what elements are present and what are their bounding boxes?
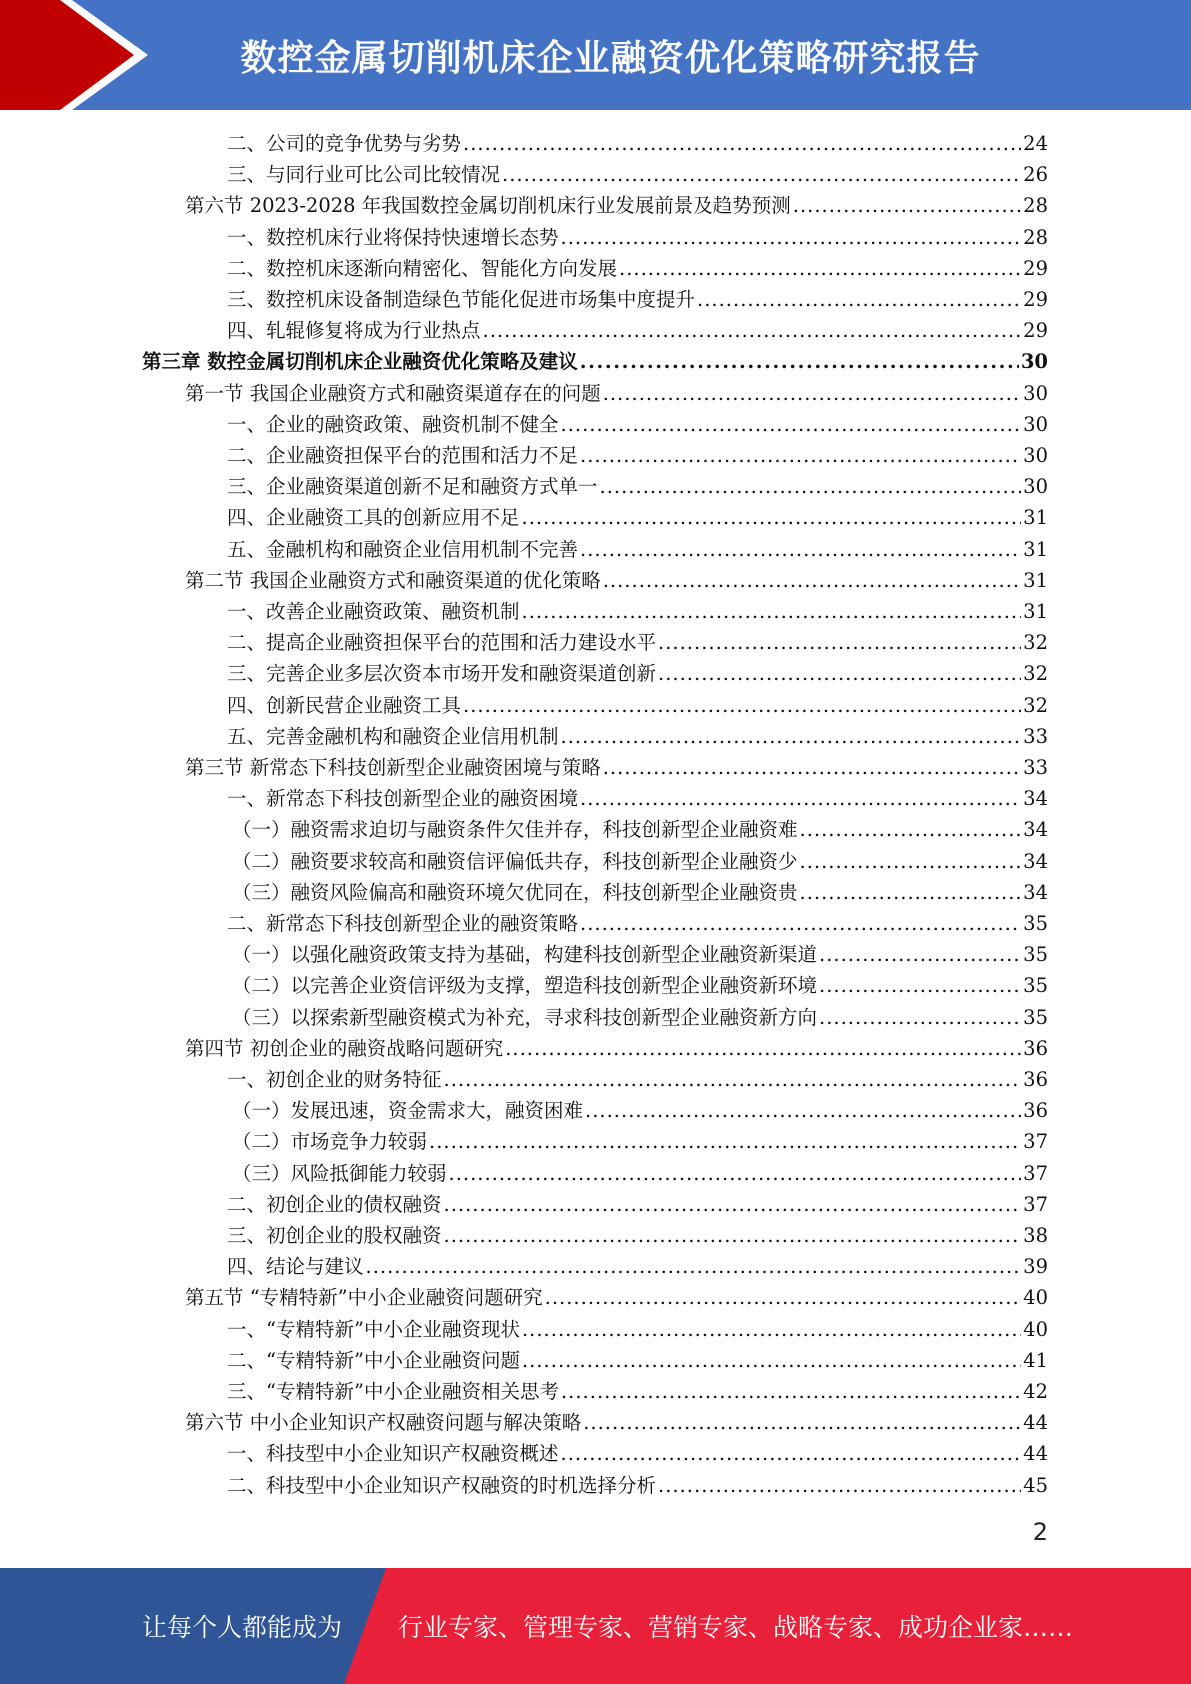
toc-entry-title: 二、公司的竞争优势与劣势: [227, 132, 462, 155]
toc-entry-page: 44: [1023, 1442, 1048, 1466]
toc-entry-page: 29: [1023, 256, 1048, 280]
toc-entry[interactable]: [227, 222, 1048, 253]
toc-entry[interactable]: [227, 1376, 1048, 1407]
toc-entry[interactable]: [227, 783, 1048, 814]
toc-entry-page: 41: [1023, 1348, 1048, 1372]
toc-entry[interactable]: [232, 814, 1048, 845]
toc-entry[interactable]: [185, 1282, 1048, 1313]
toc-dot-leader: [483, 315, 1022, 346]
toc-entry-page: 33: [1023, 756, 1048, 779]
toc-entry[interactable]: [232, 1002, 1048, 1033]
toc-entry[interactable]: [232, 1158, 1048, 1189]
toc-entry[interactable]: [227, 1314, 1048, 1345]
toc-dot-leader: [561, 1376, 1021, 1407]
toc-entry-title: 三、初创企业的股权融资: [227, 1224, 442, 1247]
toc-entry[interactable]: [232, 1095, 1048, 1126]
toc-entry-title: （二）市场竞争力较弱: [232, 1130, 428, 1154]
toc-dot-leader: [658, 627, 1021, 658]
toc-entry-title: 二、初创企业的债权融资: [227, 1192, 442, 1216]
toc-entry-title: 二、企业融资担保平台的范围和活力不足: [227, 444, 579, 467]
toc-dot-leader: [580, 908, 1021, 939]
toc-entry[interactable]: [232, 970, 1048, 1001]
toc-entry-page: 35: [1023, 943, 1048, 967]
toc-dot-leader: [561, 409, 1022, 440]
toc-entry-title: 二、“专精特新”中小企业融资问题: [227, 1348, 520, 1372]
header-banner: [0, 0, 1191, 110]
toc-entry-page: 45: [1023, 1473, 1048, 1497]
toc-entry-title: 四、轧辊修复将成为行业热点: [227, 319, 481, 343]
toc-entry[interactable]: [227, 159, 1048, 190]
toc-dot-leader: [366, 1251, 1022, 1282]
toc-dot-leader: [444, 1189, 1022, 1220]
toc-dot-leader: [600, 471, 1022, 502]
toc-dot-leader: [505, 1033, 1021, 1064]
toc-entry[interactable]: [227, 721, 1048, 752]
toc-entry-page: 34: [1023, 787, 1048, 811]
toc-dot-leader: [697, 284, 1021, 315]
toc-entry-page: 29: [1023, 319, 1048, 343]
toc-entry-page: 40: [1023, 1317, 1048, 1341]
toc-entry-page: 35: [1023, 912, 1048, 935]
toc-dot-leader: [580, 534, 1021, 565]
document-title: 数控金属切削机床企业融资优化策略研究报告: [240, 37, 981, 79]
toc-entry-title: （二）以完善企业资信评级为支撑，塑造科技创新型企业融资新环境: [232, 974, 818, 998]
toc-dot-leader: [793, 190, 1021, 221]
toc-entry-page: 36: [1023, 1099, 1048, 1123]
toc-entry-page: 37: [1023, 1192, 1048, 1216]
toc-dot-leader: [522, 1345, 1021, 1376]
toc-entry-page: 31: [1023, 568, 1048, 592]
toc-entry-page: 33: [1023, 724, 1048, 748]
toc-entry[interactable]: [227, 1064, 1048, 1095]
toc-entry[interactable]: [185, 752, 1048, 783]
toc-entry-title: （一）以强化融资政策支持为基础，构建科技创新型企业融资新渠道: [232, 943, 818, 967]
toc-entry-title: 三、数控机床设备制造绿色节能化促进市场集中度提升: [227, 288, 696, 311]
toc-entry[interactable]: [185, 565, 1048, 596]
toc-entry-page: 40: [1023, 1286, 1048, 1310]
toc-entry-page: 34: [1023, 818, 1048, 842]
toc-entry-page: 35: [1023, 1005, 1048, 1029]
toc-entry[interactable]: [185, 378, 1048, 409]
toc-entry-title: 一、改善企业融资政策、融资机制: [227, 600, 520, 623]
toc-dot-leader: [545, 1282, 1022, 1313]
toc-entry[interactable]: [227, 471, 1048, 502]
toc-dot-leader: [444, 1220, 1022, 1251]
toc-entry-page: 31: [1023, 506, 1048, 530]
toc-entry[interactable]: [227, 315, 1048, 346]
toc-entry-page: 36: [1023, 1068, 1048, 1091]
toc-entry-page: 28: [1023, 225, 1048, 249]
toc-entry[interactable]: [232, 846, 1048, 877]
toc-entry-title: 三、企业融资渠道创新不足和融资方式单一: [227, 475, 598, 499]
toc-entry-title: 三、完善企业多层次资本市场开发和融资渠道创新: [227, 662, 657, 686]
toc-dot-leader: [463, 128, 1021, 159]
toc-dot-leader: [585, 1095, 1021, 1126]
toc-entry-page: 26: [1023, 163, 1048, 187]
toc-entry[interactable]: [227, 534, 1048, 565]
toc-dot-leader: [463, 690, 1021, 721]
toc-entry-title: 一、新常态下科技创新型企业的融资困境: [227, 787, 579, 811]
toc-entry-title: 二、数控机床逐渐向精密化、智能化方向发展: [227, 256, 618, 280]
toc-dot-leader: [583, 1407, 1021, 1438]
toc-entry-page: 30: [1023, 444, 1048, 467]
toc-entry[interactable]: [142, 346, 1048, 377]
toc-entry-title: 一、“专精特新”中小企业融资现状: [227, 1317, 520, 1341]
toc-dot-leader: [800, 846, 1022, 877]
toc-entry-title: （二）融资要求较高和融资信评偏低共存，科技创新型企业融资少: [232, 849, 798, 873]
toc-entry-page: 34: [1023, 849, 1048, 873]
toc-dot-leader: [800, 814, 1022, 845]
toc-entry[interactable]: [227, 1438, 1048, 1469]
toc-entry[interactable]: [227, 128, 1048, 159]
toc-entry[interactable]: [227, 690, 1048, 721]
toc-entry-title: 四、企业融资工具的创新应用不足: [227, 506, 520, 530]
toc-entry[interactable]: [185, 190, 1048, 221]
toc-dot-leader: [444, 1064, 1022, 1095]
toc-entry-page: 42: [1023, 1380, 1048, 1403]
toc-entry[interactable]: [185, 1033, 1048, 1064]
toc-entry[interactable]: [185, 1407, 1048, 1438]
toc-entry-page: 38: [1023, 1224, 1048, 1247]
toc-entry[interactable]: [227, 1345, 1048, 1376]
toc-dot-leader: [603, 752, 1021, 783]
toc-dot-leader: [800, 877, 1022, 908]
toc-entry-title: 一、企业的融资政策、融资机制不健全: [227, 412, 559, 436]
toc-entry-page: 39: [1023, 1255, 1048, 1279]
toc-entry[interactable]: [227, 627, 1048, 658]
toc-entry-title: 五、完善金融机构和融资企业信用机制: [227, 724, 559, 748]
footer-slogan-right: 行业专家、管理专家、营销专家、战略专家、成功企业家……: [398, 1613, 1074, 1642]
toc-entry-title: 一、初创企业的财务特征: [227, 1068, 442, 1091]
toc-entry-page: 35: [1023, 974, 1048, 998]
toc-entry[interactable]: [227, 284, 1048, 315]
toc-entry-page: 31: [1023, 600, 1048, 623]
toc-dot-leader: [561, 721, 1022, 752]
toc-dot-leader: [580, 783, 1021, 814]
toc-entry-page: 31: [1023, 537, 1048, 561]
toc-entry-page: 29: [1023, 288, 1048, 311]
toc-dot-leader: [819, 1002, 1021, 1033]
toc-dot-leader: [619, 253, 1021, 284]
toc-entry-title: 第五节 “专精特新”中小企业融资问题研究: [185, 1286, 543, 1310]
toc-entry-page: 32: [1023, 631, 1048, 655]
toc-entry-page: 36: [1023, 1036, 1048, 1060]
toc-dot-leader: [429, 1126, 1021, 1157]
toc-dot-leader: [580, 346, 1019, 377]
toc-entry-title: 第六节 2023-2028 年我国数控金属切削机床行业发展前景及趋势预测: [185, 194, 791, 218]
toc-dot-leader: [561, 1438, 1022, 1469]
toc-entry-title: 第三章 数控金属切削机床企业融资优化策略及建议: [142, 350, 578, 374]
toc-entry-title: 二、提高企业融资担保平台的范围和活力建设水平: [227, 631, 657, 655]
toc-entry-page: 30: [1023, 412, 1048, 436]
toc-entry-page: 37: [1023, 1161, 1048, 1185]
toc-dot-leader: [449, 1158, 1022, 1189]
toc-entry-page: 30: [1023, 381, 1048, 405]
toc-entry[interactable]: [227, 253, 1048, 284]
toc-entry-title: 二、科技型中小企业知识产权融资的时机选择分析: [227, 1473, 657, 1497]
toc-entry-title: 第六节 中小企业知识产权融资问题与解决策略: [185, 1411, 582, 1435]
toc-entry-title: 一、数控机床行业将保持快速增长态势: [227, 225, 559, 249]
toc-entry-page: 37: [1023, 1130, 1048, 1154]
toc-dot-leader: [819, 970, 1021, 1001]
toc-dot-leader: [522, 502, 1022, 533]
toc-entry[interactable]: [227, 658, 1048, 689]
toc-entry-title: 第一节 我国企业融资方式和融资渠道存在的问题: [185, 381, 601, 405]
toc-entry-page: 44: [1023, 1411, 1048, 1435]
toc-entry-page: 32: [1023, 662, 1048, 686]
toc-entry-title: （一）融资需求迫切与融资条件欠佳并存，科技创新型企业融资难: [232, 818, 798, 842]
toc-entry-title: 四、结论与建议: [227, 1255, 364, 1279]
toc-entry-title: 三、“专精特新”中小企业融资相关思考: [227, 1380, 559, 1403]
toc-entry-title: （一）发展迅速，资金需求大，融资困难: [232, 1099, 584, 1123]
toc-entry-page: 32: [1023, 693, 1048, 717]
toc-entry-title: 第四节 初创企业的融资战略问题研究: [185, 1036, 504, 1060]
toc-entry[interactable]: [227, 440, 1048, 471]
toc-dot-leader: [502, 159, 1021, 190]
toc-entry[interactable]: [227, 1220, 1048, 1251]
toc-dot-leader: [603, 378, 1021, 409]
toc-entry-page: 34: [1023, 880, 1048, 904]
toc-entry-page: 28: [1023, 194, 1048, 218]
toc-entry[interactable]: [227, 1470, 1048, 1501]
toc-entry-title: 二、新常态下科技创新型企业的融资策略: [227, 912, 579, 935]
toc-entry-title: （三）以探索新型融资模式为补充，寻求科技创新型企业融资新方向: [232, 1005, 818, 1029]
toc-entry[interactable]: [227, 1251, 1048, 1282]
toc-entry-title: 三、与同行业可比公司比较情况: [227, 163, 501, 187]
toc-dot-leader: [658, 1470, 1021, 1501]
toc-entry-title: 四、创新民营企业融资工具: [227, 693, 462, 717]
toc-dot-leader: [580, 440, 1021, 471]
toc-dot-leader: [658, 658, 1021, 689]
toc-entry-title: （三）风险抵御能力较弱: [232, 1161, 447, 1185]
footer-banner: [0, 1568, 1191, 1684]
toc-entry[interactable]: [232, 939, 1048, 970]
toc-dot-leader: [603, 565, 1021, 596]
toc-entry[interactable]: [227, 502, 1048, 533]
toc-entry[interactable]: [227, 409, 1048, 440]
toc-dot-leader: [522, 1314, 1021, 1345]
toc-dot-leader: [561, 222, 1022, 253]
toc-entry[interactable]: [227, 1189, 1048, 1220]
toc-entry-title: 五、金融机构和融资企业信用机制不完善: [227, 537, 579, 561]
page-number: 2: [1032, 1518, 1048, 1546]
toc-dot-leader: [819, 939, 1021, 970]
toc-entry-page: 30: [1023, 475, 1048, 499]
footer-slogan-left: 让每个人都能成为: [142, 1613, 343, 1642]
toc-entry[interactable]: [232, 1126, 1048, 1157]
toc-entry-page: 24: [1023, 132, 1048, 155]
toc-entry[interactable]: [227, 596, 1048, 627]
toc-entry-title: （三）融资风险偏高和融资环境欠优同在，科技创新型企业融资贵: [232, 880, 798, 904]
toc-entry[interactable]: [227, 908, 1048, 939]
toc-dot-leader: [522, 596, 1022, 627]
toc-entry-title: 第三节 新常态下科技创新型企业融资困境与策略: [185, 756, 601, 779]
toc-entry[interactable]: [232, 877, 1048, 908]
toc-entry-title: 第二节 我国企业融资方式和融资渠道的优化策略: [185, 568, 601, 592]
toc-entry-page: 30: [1020, 350, 1048, 374]
toc-entry-title: 一、科技型中小企业知识产权融资概述: [227, 1442, 559, 1466]
